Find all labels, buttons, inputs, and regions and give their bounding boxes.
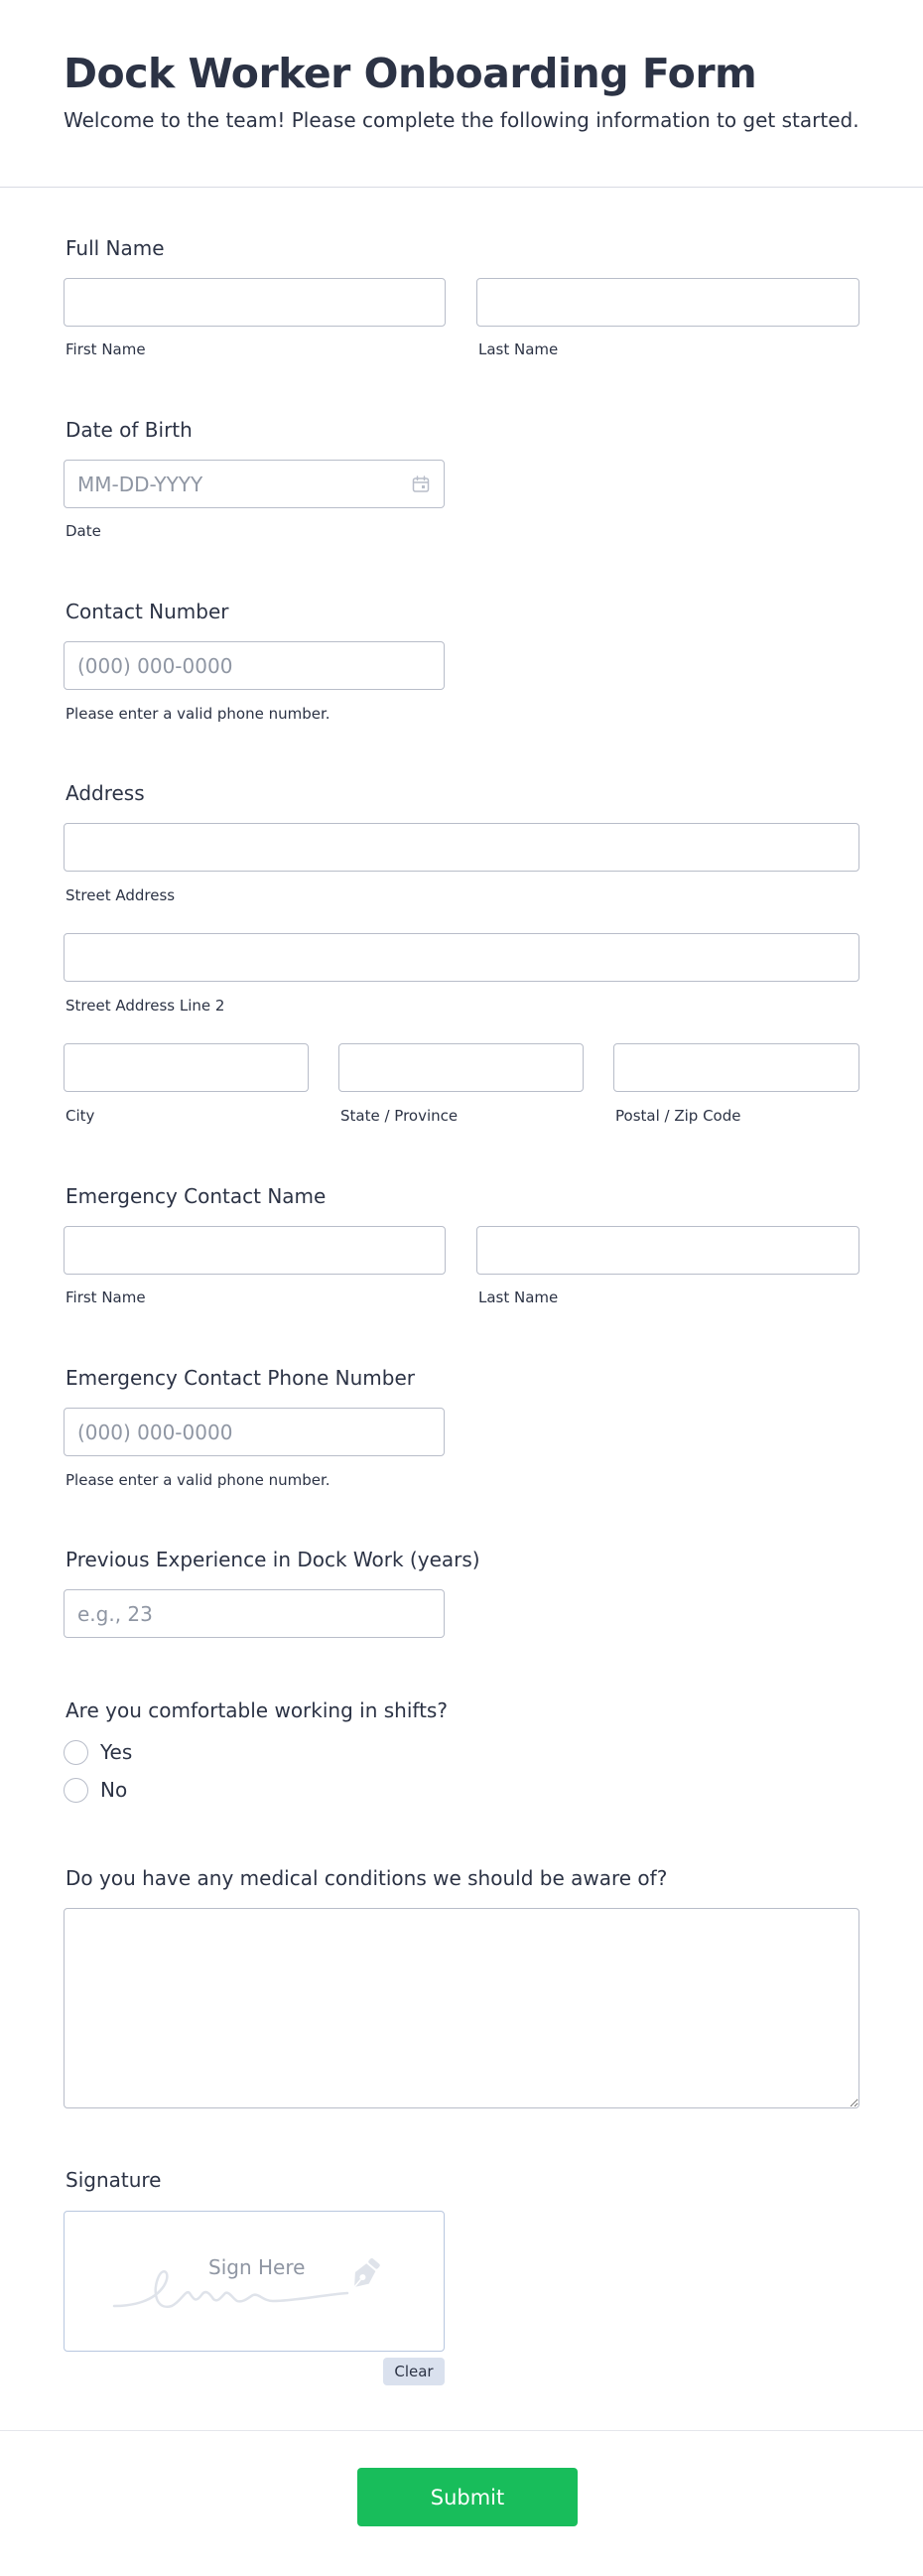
experience-label: Previous Experience in Dock Work (years) [66,1548,480,1571]
address-label: Address [66,781,145,805]
emergency-last-name-sublabel: Last Name [478,1288,559,1306]
postal-code-input[interactable] [613,1043,859,1092]
experience-input[interactable] [64,1589,445,1638]
full-name-label: Full Name [66,236,165,260]
street-address-input[interactable] [64,823,859,872]
radio-option-yes[interactable] [64,1738,132,1766]
calendar-icon[interactable] [412,475,430,493]
contact-number-label: Contact Number [66,600,229,623]
city-input[interactable] [64,1043,309,1092]
date-sublabel: Date [66,522,101,540]
radio-button[interactable] [64,1740,88,1765]
medical-conditions-label: Do you have any medical conditions we should be aware of? [66,1866,668,1890]
radio-option-no[interactable] [64,1776,127,1804]
emergency-first-name-sublabel: First Name [66,1288,146,1306]
street-address-line2-input[interactable] [64,933,859,982]
signature-label: Signature [66,2168,162,2192]
radio-label-no: No [100,1778,128,1802]
contact-number-input[interactable] [64,641,445,690]
first-name-sublabel: First Name [66,340,146,358]
shifts-question-label: Are you comfortable working in shifts? [66,1698,448,1722]
emergency-last-name-input[interactable] [476,1226,859,1275]
signature-squiggle-graphic [65,2212,446,2353]
date-of-birth-label: Date of Birth [66,418,193,442]
state-input[interactable] [338,1043,584,1092]
contact-number-hint: Please enter a valid phone number. [66,705,330,723]
last-name-sublabel: Last Name [478,340,559,358]
clear-signature-button[interactable]: Clear [383,2358,445,2385]
form-header [0,0,923,188]
footer-divider [0,2430,923,2431]
emergency-phone-label: Emergency Contact Phone Number [66,1366,415,1390]
form-title: Dock Worker Onboarding Form [64,50,757,97]
emergency-phone-input[interactable] [64,1408,445,1456]
street-address-line2-sublabel: Street Address Line 2 [66,997,225,1015]
radio-button[interactable] [64,1778,88,1803]
submit-button[interactable]: Submit [357,2468,578,2526]
city-sublabel: City [66,1107,95,1125]
last-name-input[interactable] [476,278,859,327]
street-address-sublabel: Street Address [66,886,176,904]
first-name-input[interactable] [64,278,446,327]
form-subtitle: Welcome to the team! Please complete the following information to get started. [64,108,859,132]
postal-code-sublabel: Postal / Zip Code [615,1107,741,1125]
signature-pad[interactable] [64,2211,445,2352]
emergency-phone-hint: Please enter a valid phone number. [66,1471,330,1489]
medical-conditions-textarea[interactable] [64,1908,859,2108]
state-sublabel: State / Province [340,1107,459,1125]
date-of-birth-input[interactable] [64,460,445,508]
emergency-first-name-input[interactable] [64,1226,446,1275]
radio-label-yes: Yes [100,1740,133,1764]
sign-here-placeholder: Sign Here [208,2255,306,2279]
pen-nib-icon [342,2251,388,2297]
emergency-contact-name-label: Emergency Contact Name [66,1184,327,1208]
